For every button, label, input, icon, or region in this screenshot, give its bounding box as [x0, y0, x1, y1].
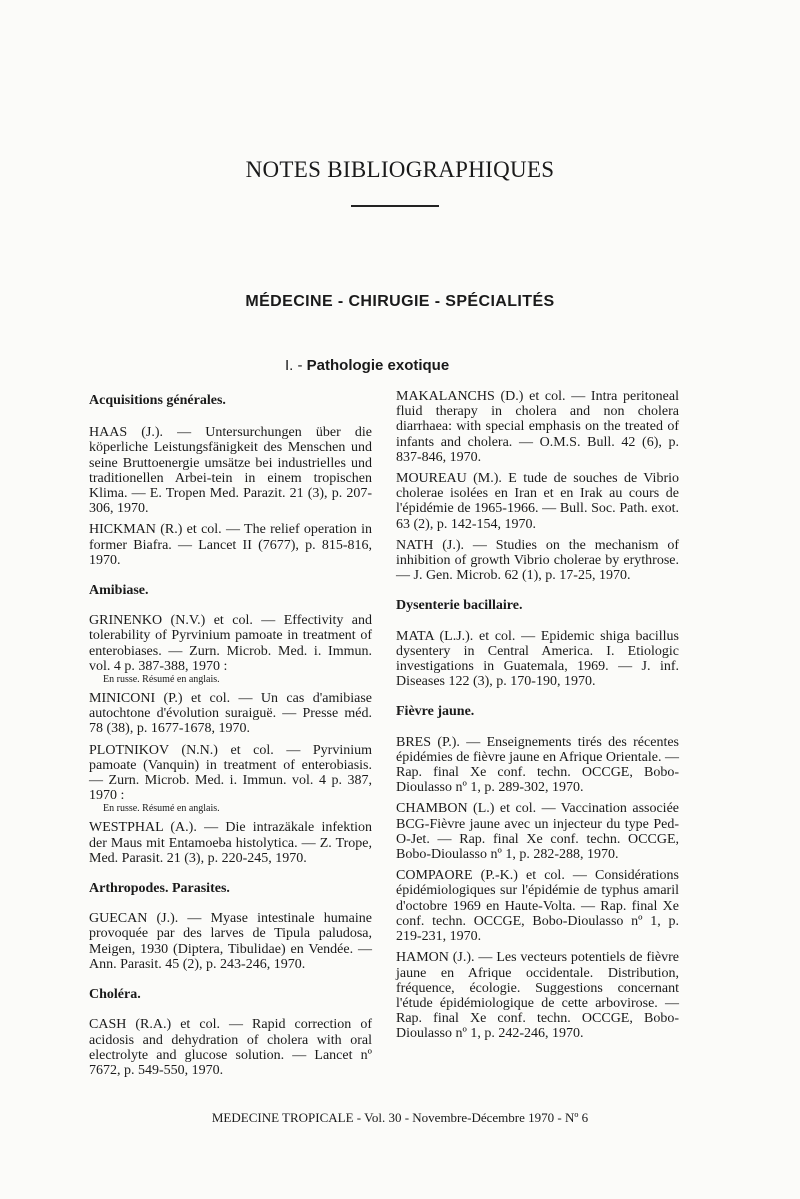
title-divider	[351, 205, 439, 207]
subsection-heading	[285, 357, 449, 374]
reference-entry: NATH (J.). — Studies on the mechanism of inhibition of growth Vibrio cholerae by erythrose. — J. Gen. Microb. 62 (1), p. 17-25, 1970.	[396, 537, 679, 584]
reference-entry: HAAS (J.). — Untersurchungen über die köperliche Leistungsfänigkeit des Menschen und seine Bruttoenergie umsätze bei industrielles und traditionellen Arbei-tein in einem tropischen Klima. — E. Tropen Med. Parazit. 21 (3), p. 207-306, 1970.	[89, 425, 372, 517]
reference-entry: CASH (R.A.) et col. — Rapid correction of acidosis and dehydration of cholera with oral electrolyte and glucose solution. — Lancet nº 7672, p. 549-550, 1970.	[89, 1017, 372, 1078]
reference-entry: MAKALANCHS (D.) et col. — Intra peritoneal fluid therapy in cholera and non cholera diarrhaea: with special emphasis on the treated of infants and cholera. — O.M.S. Bull. 42 (6), p. 837-846, 1970.	[396, 389, 679, 465]
category-heading: Dysenterie bacillaire.	[396, 598, 523, 614]
category-heading: Arthropodes. Parasites.	[89, 881, 230, 897]
reference-entry: WESTPHAL (A.). — Die intrazäkale infektion der Maus mit Entamoeba histolytica. — Z. Trope, Med. Parasit. 21 (3), p. 220-245, 1970.	[89, 820, 372, 866]
category-heading: Fièvre jaune.	[396, 704, 475, 720]
page-title: NOTES BIBLIOGRAPHIQUES	[245, 157, 555, 182]
language-note: En russe. Résumé en anglais.	[103, 803, 220, 815]
reference-entry: HAMON (J.). — Les vecteurs potentiels de fièvre jaune en Afrique occidentale. Distribution, fréquence, écologie. Suggestions concernant l'étude épidémiologique de cette arbovirose. — Rap. final Xe conf. techn. OCCGE, Bobo-Dioulasso nº 1, p. 242-246, 1970.	[396, 950, 679, 1042]
reference-entry: CHAMBON (L.) et col. — Vaccination associée BCG-Fièvre jaune avec un injecteur du type Ped-O-Jet. — Rap. final Xe conf. techn. OCCGE, Bobo-Dioulasso nº 1, p. 282-288, 1970.	[396, 801, 679, 863]
reference-entry: MATA (L.J.). et col. — Epidemic shiga bacillus dysentery in Central America. I. Etiologic investigations in Guatemala, 1969. — J. inf. Diseases 122 (3), p. 170-190, 1970.	[396, 628, 679, 690]
reference-entry: COMPAORE (P.-K.) et col. — Considérations épidémiologiques sur l'épidémie de typhus amaril d'octobre 1969 en Haute-Volta. — Rap. final Xe conf. techn. OCCGE, Bobo-Dioulasso nº 1, p. 219-231, 1970.	[396, 868, 679, 945]
category-heading: Amibiase.	[89, 583, 149, 599]
reference-entry: HICKMAN (R.) et col. — The relief operation in former Biafra. — Lancet II (7677), p. 815-816, 1970.	[89, 522, 372, 568]
reference-entry: GRINENKO (N.V.) et col. — Effectivity and tolerability of Pyrvinium pamoate in treatment of enterobiases. — Zurn. Microb. Med. i. Immun. vol. 4 p. 387-388, 1970 :	[89, 613, 372, 674]
subsection-number: I. -	[285, 357, 303, 374]
language-note: En russe. Résumé en anglais.	[103, 674, 220, 686]
journal-footer: MEDECINE TROPICALE - Vol. 30 - Novembre-Décembre 1970 - Nº 6	[211, 1110, 589, 1125]
reference-entry: GUECAN (J.). — Myase intestinale humaine provoquée par des larves de Tipula paludosa, Meigen, 1930 (Diptera, Tibulidae) en Vendée. — Ann. Parasit. 45 (2), p. 243-246, 1970.	[89, 911, 372, 972]
reference-entry: MINICONI (P.) et col. — Un cas d'amibiase autochtone d'évolution suraiguë. — Presse méd. 78 (38), p. 1677-1678, 1970.	[89, 691, 372, 737]
subsection-name: Pathologie exotique	[306, 357, 450, 374]
right-column	[396, 389, 679, 1042]
category-heading: Choléra.	[89, 987, 141, 1003]
section-heading: MÉDECINE - CHIRUGIE - SPÉCIALITÉS	[245, 293, 555, 310]
reference-entry: BRES (P.). — Enseignements tirés des récentes épidémies de fièvre jaune en Afrique Orientale. — Rap. final Xe conf. techn. OCCGE, Bobo-Dioulasso nº 1, p. 289-302, 1970.	[396, 734, 679, 796]
left-column	[89, 393, 372, 1078]
category-heading: Acquisitions générales.	[89, 393, 226, 408]
reference-entry: MOUREAU (M.). E tude de souches de Vibrio cholerae isolées en Iran et en Irak au cours de l'épidémie de 1965-1966. — Bull. Soc. Path. exot. 63 (2), p. 142-154, 1970.	[396, 471, 679, 532]
reference-entry: PLOTNIKOV (N.N.) et col. — Pyrvinium pamoate (Vanquin) in treatment of enterobiasis. — Zurn. Microb. Med. i. Immun. vol. 4 p. 387, 1970 :	[89, 742, 372, 804]
